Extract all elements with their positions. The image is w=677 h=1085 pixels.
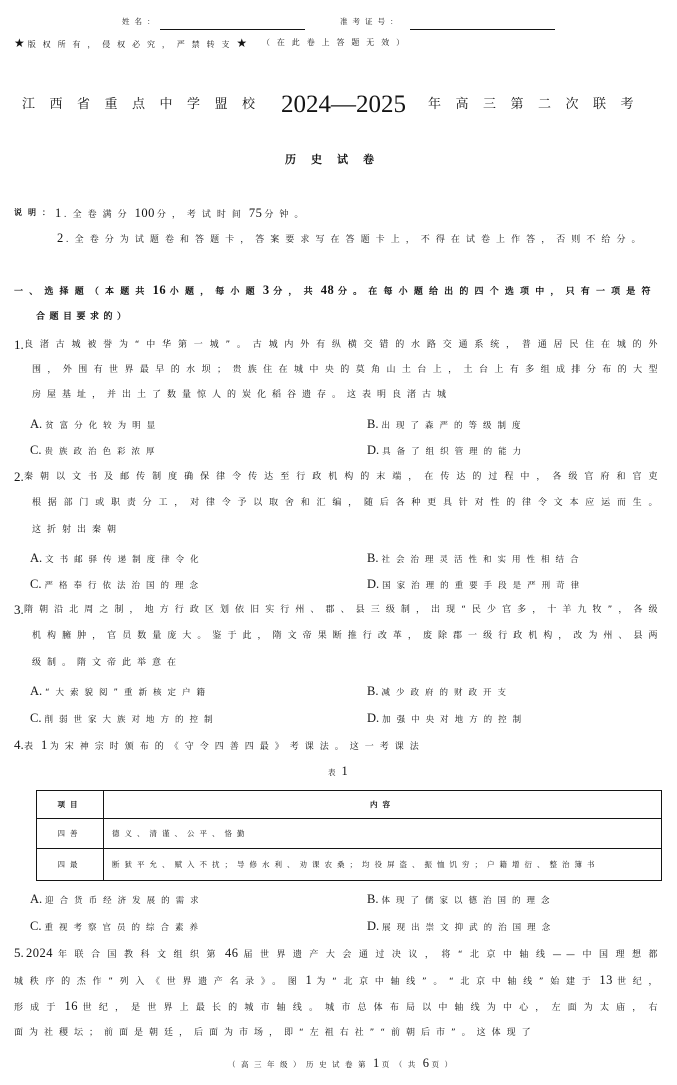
question-line: 围，外围有世界最早的水坝；贵族住在城中央的莫角山土台上，土台上有多组成排分布的大型 bbox=[32, 365, 662, 375]
question-line: 机构臃肿，官员数量庞大。鉴于此，隋文帝果断推行改革，废除郡一级行政机构，改为州、县两 bbox=[32, 631, 662, 641]
table-row bbox=[37, 819, 662, 849]
question-line: 隋朝沿北周之制，地方行政区划依旧实行州、郡、县三级制，出现“民少官多，十羊九牧”，各级 bbox=[24, 605, 662, 615]
option-text: 贫富分化较为明显 bbox=[45, 421, 162, 431]
option-text: “大索貌阅”重新核定户籍 bbox=[45, 688, 211, 698]
option-label: D. bbox=[367, 577, 380, 591]
title-suffix: 年高三第二次联考 bbox=[428, 97, 649, 112]
option-b bbox=[367, 891, 555, 908]
option-label: A. bbox=[30, 892, 43, 906]
option-label: B. bbox=[367, 684, 379, 698]
option-d bbox=[367, 918, 556, 935]
option-b bbox=[367, 416, 526, 433]
option-text: 贵族政治色彩浓厚 bbox=[44, 447, 161, 457]
option-text: 展现出崇文抑武的治国理念 bbox=[382, 923, 557, 933]
question-number: 4. bbox=[14, 737, 24, 752]
question-line: 形成于 16 世纪，是世界上最长的城市轴线。城市总体布局以中轴线为中心，左面为太庙，右 bbox=[14, 999, 662, 1013]
question-line: 良渚古城被誉为“中华第一城”。古城内外有纵横交错的水路交通系统，普通居民住在城的外 bbox=[24, 340, 662, 350]
option-label: B. bbox=[367, 892, 379, 906]
assessment-table bbox=[36, 790, 662, 881]
question-line: 这折射出秦朝 bbox=[32, 525, 123, 535]
title-years: 2024—2025 bbox=[281, 91, 406, 118]
instructions-label: 说明： bbox=[14, 208, 56, 217]
option-text: 严格奉行依法治国的理念 bbox=[44, 581, 204, 591]
question-line: 面为社稷坛；前面是朝廷，后面为市场，即“左祖右社”“前朝后市”。这体现了 bbox=[14, 1028, 537, 1038]
option-label: B. bbox=[367, 417, 379, 431]
option-text: 文书邮驿传递制度律令化 bbox=[45, 555, 205, 565]
table-header-cell: 项目 bbox=[37, 791, 104, 819]
option-a bbox=[30, 550, 205, 567]
option-text: 国家治理的重要手段是严刑苛律 bbox=[382, 581, 586, 591]
exam-id-blank bbox=[410, 15, 555, 30]
exam-id-label: 准考证号： bbox=[340, 17, 403, 26]
option-text: 迎合货币经济发展的需求 bbox=[45, 896, 205, 906]
option-text: 减少政府的财政开支 bbox=[381, 688, 512, 698]
option-text: 具备了组织管理的能力 bbox=[382, 447, 528, 457]
question-number: 1. bbox=[14, 337, 24, 352]
table-cell: 四善 bbox=[37, 819, 104, 849]
name-blank bbox=[160, 15, 305, 30]
page-footer: （高三年级）历史试卷第 1 页（共 6 页） bbox=[228, 1056, 458, 1070]
option-label: D. bbox=[367, 443, 380, 457]
option-b bbox=[367, 683, 512, 700]
question-number: 5. bbox=[14, 945, 24, 960]
question-line: 级制。隋文帝此举意在 bbox=[32, 658, 183, 668]
name-label: 姓名： bbox=[122, 17, 160, 26]
option-label: D. bbox=[367, 711, 380, 725]
table-header-cell: 内容 bbox=[104, 791, 662, 819]
option-a bbox=[30, 683, 211, 700]
option-label: C. bbox=[30, 577, 42, 591]
option-c bbox=[30, 918, 204, 935]
option-label: B. bbox=[367, 551, 379, 565]
option-text: 加强中央对地方的控制 bbox=[382, 715, 528, 725]
option-a bbox=[30, 891, 205, 908]
question-line: 根据部门或职责分工，对律令予以取舍和汇编，随后各种更具针对性的律令文本应运而生。 bbox=[32, 498, 662, 508]
option-text: 体现了儒家以德治国的理念 bbox=[381, 896, 556, 906]
table-cell: 断狱平允、赋入不扰；导修水利、劝课农桑；均役屏盗、振恤饥穷；户籍增衍、整治簿书 bbox=[104, 849, 662, 881]
table-cell: 德义、清谨、公平、恪勤 bbox=[104, 819, 662, 849]
table-caption: 表 1 bbox=[328, 764, 349, 778]
section-heading-cont: 合题目要求的） bbox=[36, 312, 131, 322]
option-c bbox=[30, 442, 160, 459]
option-label: D. bbox=[367, 919, 380, 933]
option-c bbox=[30, 710, 218, 727]
table-cell: 四最 bbox=[37, 849, 104, 881]
option-label: A. bbox=[30, 684, 43, 698]
option-text: 重视考察官员的综合素养 bbox=[44, 923, 204, 933]
option-c bbox=[30, 576, 204, 593]
option-a bbox=[30, 416, 161, 433]
question-line: 城秩序的杰作”列入《世界遗产名录》。图 1 为“北京中轴线”。“北京中轴线”始建于 13 世纪， bbox=[14, 973, 662, 987]
title-prefix: 江西省重点中学盟校 bbox=[22, 97, 270, 112]
option-d bbox=[367, 576, 585, 593]
option-text: 削弱世家大族对地方的控制 bbox=[44, 715, 219, 725]
option-text: 出现了森严的等级制度 bbox=[381, 421, 527, 431]
question-number: 2. bbox=[14, 469, 24, 484]
option-label: A. bbox=[30, 551, 43, 565]
option-b bbox=[367, 550, 584, 567]
table-row bbox=[37, 849, 662, 881]
option-d bbox=[367, 442, 527, 459]
answer-notice: （在此卷上答题无效） bbox=[262, 38, 411, 47]
option-label: C. bbox=[30, 711, 42, 725]
option-text: 社会治理灵活性和实用性相结合 bbox=[381, 555, 585, 565]
question-line: 房屋基址，并出土了数量惊人的炭化稻谷遗存。这表明良渚古城 bbox=[32, 390, 453, 400]
instruction-item-1: 1 .全卷满分 100 分，考试时间 75 分钟。 bbox=[55, 206, 310, 220]
question-line: 表 1 为宋神宗时颁布的《守令四善四最》考课法。这一考课法 bbox=[24, 738, 425, 752]
instruction-item-2: 2 .全卷分为试题卷和答题卡，答案要求写在答题卡上，不得在试卷上作答，否则不给分。 bbox=[57, 231, 645, 245]
copyright-notice: ★版权所有，侵权必究，严禁转支★ bbox=[14, 36, 251, 50]
question-number: 3. bbox=[14, 602, 24, 617]
option-d bbox=[367, 710, 527, 727]
option-label: A. bbox=[30, 417, 43, 431]
option-label: C. bbox=[30, 919, 42, 933]
question-line: 秦朝以文书及邮传制度确保律令传达至行政机构的末端，在传达的过程中，各级官府和官吏 bbox=[24, 472, 662, 482]
question-line: 2024 年联合国教科文组织第 46 届世界遗产大会通过决议，将“北京中轴线——中国理想都 bbox=[26, 946, 662, 960]
option-label: C. bbox=[30, 443, 42, 457]
subject-title: 历史试卷 bbox=[285, 153, 389, 166]
section-heading: 一、选择题（本题共 16 小题，每小题 3 分，共 48 分。在每小题给出的四个选项中，只有一项是符 bbox=[14, 283, 655, 297]
table-header-row bbox=[37, 791, 662, 819]
